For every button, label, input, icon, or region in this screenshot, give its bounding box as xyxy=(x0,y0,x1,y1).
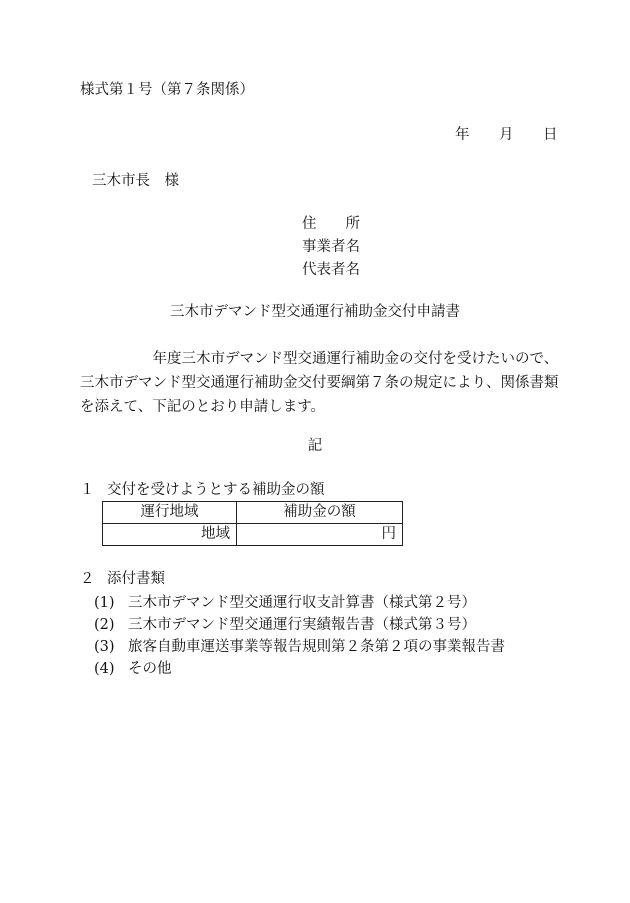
section-1-number: １ xyxy=(80,482,95,498)
attachment-item xyxy=(94,593,476,613)
applicant-block xyxy=(302,213,360,282)
attachment-item xyxy=(94,659,172,679)
ki-heading: 記 xyxy=(307,438,323,454)
section-2-title: 添付書類 xyxy=(107,571,165,587)
section-2-number: ２ xyxy=(80,571,95,587)
document-title: 三木市デマンド型交通運行補助金交付申請書 xyxy=(170,304,460,320)
attachment-item xyxy=(94,637,505,657)
date-line xyxy=(455,125,558,145)
table-cell-area: 地域 xyxy=(103,524,237,546)
addressee: 三木市長 様 xyxy=(92,173,179,189)
form-number: 様式第１号（第７条関係） xyxy=(80,82,254,98)
section-2-heading xyxy=(80,569,165,589)
attachment-number: (1) xyxy=(94,595,115,611)
date-year: 年 xyxy=(455,127,470,143)
date-month: 月 xyxy=(499,127,514,143)
amount-table xyxy=(102,501,403,546)
section-1-title: 交付を受けようとする補助金の額 xyxy=(107,482,325,498)
body-paragraph: 年度三木市デマンド型交通運行補助金の交付を受けたいので、三木市デマンド型交通運行補助金交付要綱第７条の規定により、関係書類を添えて、下記のとおり申請します。 xyxy=(80,351,559,415)
applicant-address-label: 住 所 xyxy=(302,216,360,232)
table-cell-amount: 円 xyxy=(237,524,403,546)
attachment-number: (3) xyxy=(94,639,115,655)
attachment-number: (2) xyxy=(94,617,115,633)
attachment-number: (4) xyxy=(94,661,115,677)
applicant-business-name-label: 事業者名 xyxy=(302,239,360,255)
applicant-representative-label: 代表者名 xyxy=(302,262,360,278)
table-header-area: 運行地域 xyxy=(103,502,237,524)
date-day: 日 xyxy=(543,127,558,143)
body-text xyxy=(80,347,570,419)
attachment-text: その他 xyxy=(128,661,172,677)
attachment-text: 三木市デマンド型交通運行実績報告書（様式第３号） xyxy=(128,617,476,633)
attachment-text: 旅客自動車運送事業等報告規則第２条第２項の事業報告書 xyxy=(128,639,505,655)
table-header-row xyxy=(103,502,403,524)
attachment-item xyxy=(94,615,476,635)
attachment-text: 三木市デマンド型交通運行収支計算書（様式第２号） xyxy=(128,595,476,611)
table-row xyxy=(103,524,403,546)
section-1-heading xyxy=(80,480,325,500)
table-header-amount: 補助金の額 xyxy=(237,502,403,524)
